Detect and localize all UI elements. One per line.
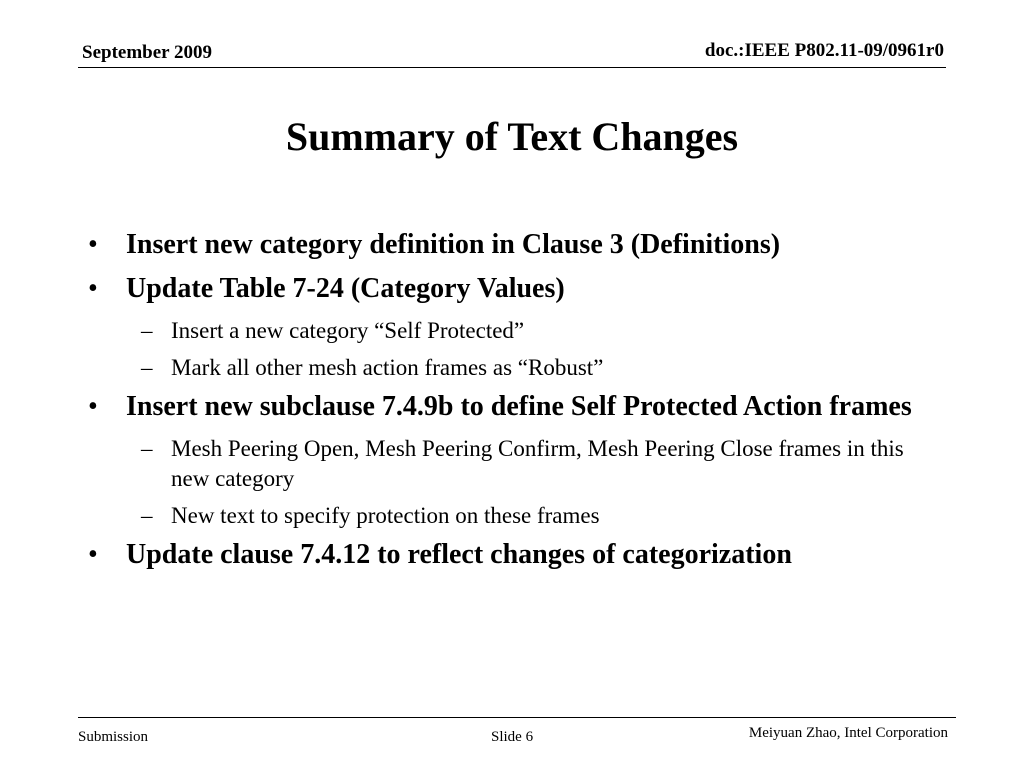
footer-author: Meiyuan Zhao, Intel Corporation	[748, 725, 948, 741]
sub-bullet-marker: –	[141, 355, 153, 380]
bullet-marker: •	[88, 229, 98, 260]
bullet-text: Insert new category definition in Clause 3 (Definitions)	[126, 229, 781, 260]
bullet-item-2	[82, 272, 942, 306]
bullet-text: Update Table 7-24 (Category Values)	[126, 273, 565, 304]
header-doc-id: doc.:IEEE P802.11-09/0961r0	[704, 40, 944, 61]
footer-divider	[78, 717, 956, 718]
sub-bullet-text: New text to specify protection on these frames	[171, 503, 600, 528]
bullet-marker: •	[88, 391, 98, 422]
sub-bullet-item	[82, 501, 942, 531]
sub-bullet-marker: –	[141, 318, 153, 343]
sub-bullet-item	[82, 316, 942, 346]
bullet-list	[82, 228, 942, 582]
bullet-item-1	[82, 228, 942, 262]
bullet-text: Update clause 7.4.12 to reflect changes of categorization	[126, 539, 792, 570]
sub-bullet-marker: –	[141, 436, 153, 461]
sub-bullet-item	[82, 434, 942, 494]
footer-submission: Submission	[78, 729, 149, 745]
footer-slide-number: Slide 6	[491, 729, 534, 745]
sub-bullet-item	[82, 353, 942, 383]
header-divider	[78, 67, 946, 68]
sub-bullet-marker: –	[141, 503, 153, 528]
sub-bullet-text: Mesh Peering Open, Mesh Peering Confirm, Mesh Peering Close frames in this new category	[171, 436, 904, 491]
bullet-item-3	[82, 390, 942, 424]
bullet-item-4	[82, 538, 942, 572]
sub-bullet-text: Insert a new category “Self Protected”	[171, 318, 525, 343]
bullet-text: Insert new subclause 7.4.9b to define Self Protected Action frames	[126, 391, 912, 422]
header-date: September 2009	[82, 42, 212, 63]
bullet-marker: •	[88, 273, 98, 304]
sub-bullet-text: Mark all other mesh action frames as “Robust”	[171, 355, 604, 380]
bullet-marker: •	[88, 539, 98, 570]
slide-title: Summary of Text Changes	[285, 114, 739, 159]
